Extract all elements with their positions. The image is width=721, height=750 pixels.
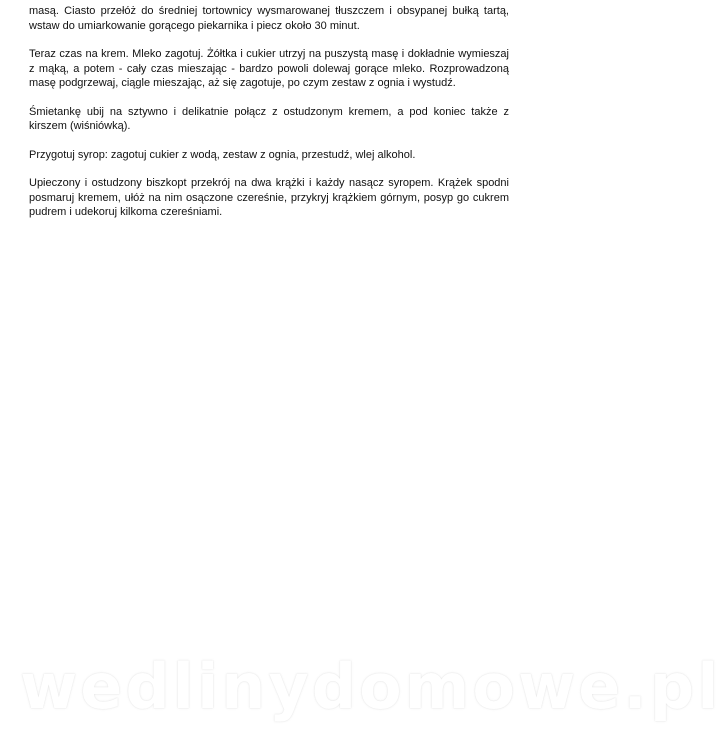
paragraph-dough: masą. Ciasto przełóż do średniej tortownicy wysmarowanej tłuszczem i obsypanej bułką tartą, wstaw do umiarkowanie gorącego piekarnika i piecz około 30 minut. (29, 5, 509, 32)
recipe-text (29, 4, 509, 234)
paragraph-assembly: Upieczony i ostudzony biszkopt przekrój na dwa krążki i każdy nasącz syropem. Krążek spodni posmaruj kremem, ułóż na nim osączone czereśnie, przykryj krążkiem górnym, posyp go cukrem pudrem i udekoruj kilkoma czereśniami. (29, 177, 509, 218)
paragraph-cream: Teraz czas na krem. Mleko zagotuj. Żółtka i cukier utrzyj na puszystą masę i dokładnie wymieszaj z mąką, a potem - cały czas mieszając - bardzo powoli dolewaj gorące mleko. Rozprowadzoną masę podgrzewaj, ciągle mieszając, aż się zagotuje, po czym zestaw z ognia i wystudź. (29, 48, 509, 89)
watermark: wedlinydomowe.pl (20, 650, 721, 723)
paragraph-syrup: Przygotuj syrop: zagotuj cukier z wodą, zestaw z ognia, przestudź, wlej alkohol. (29, 148, 416, 161)
paragraph-whipped-cream: Śmietankę ubij na sztywno i delikatnie połącz z ostudzonym kremem, a pod koniec także z kirszem (wiśniówką). (29, 105, 509, 132)
